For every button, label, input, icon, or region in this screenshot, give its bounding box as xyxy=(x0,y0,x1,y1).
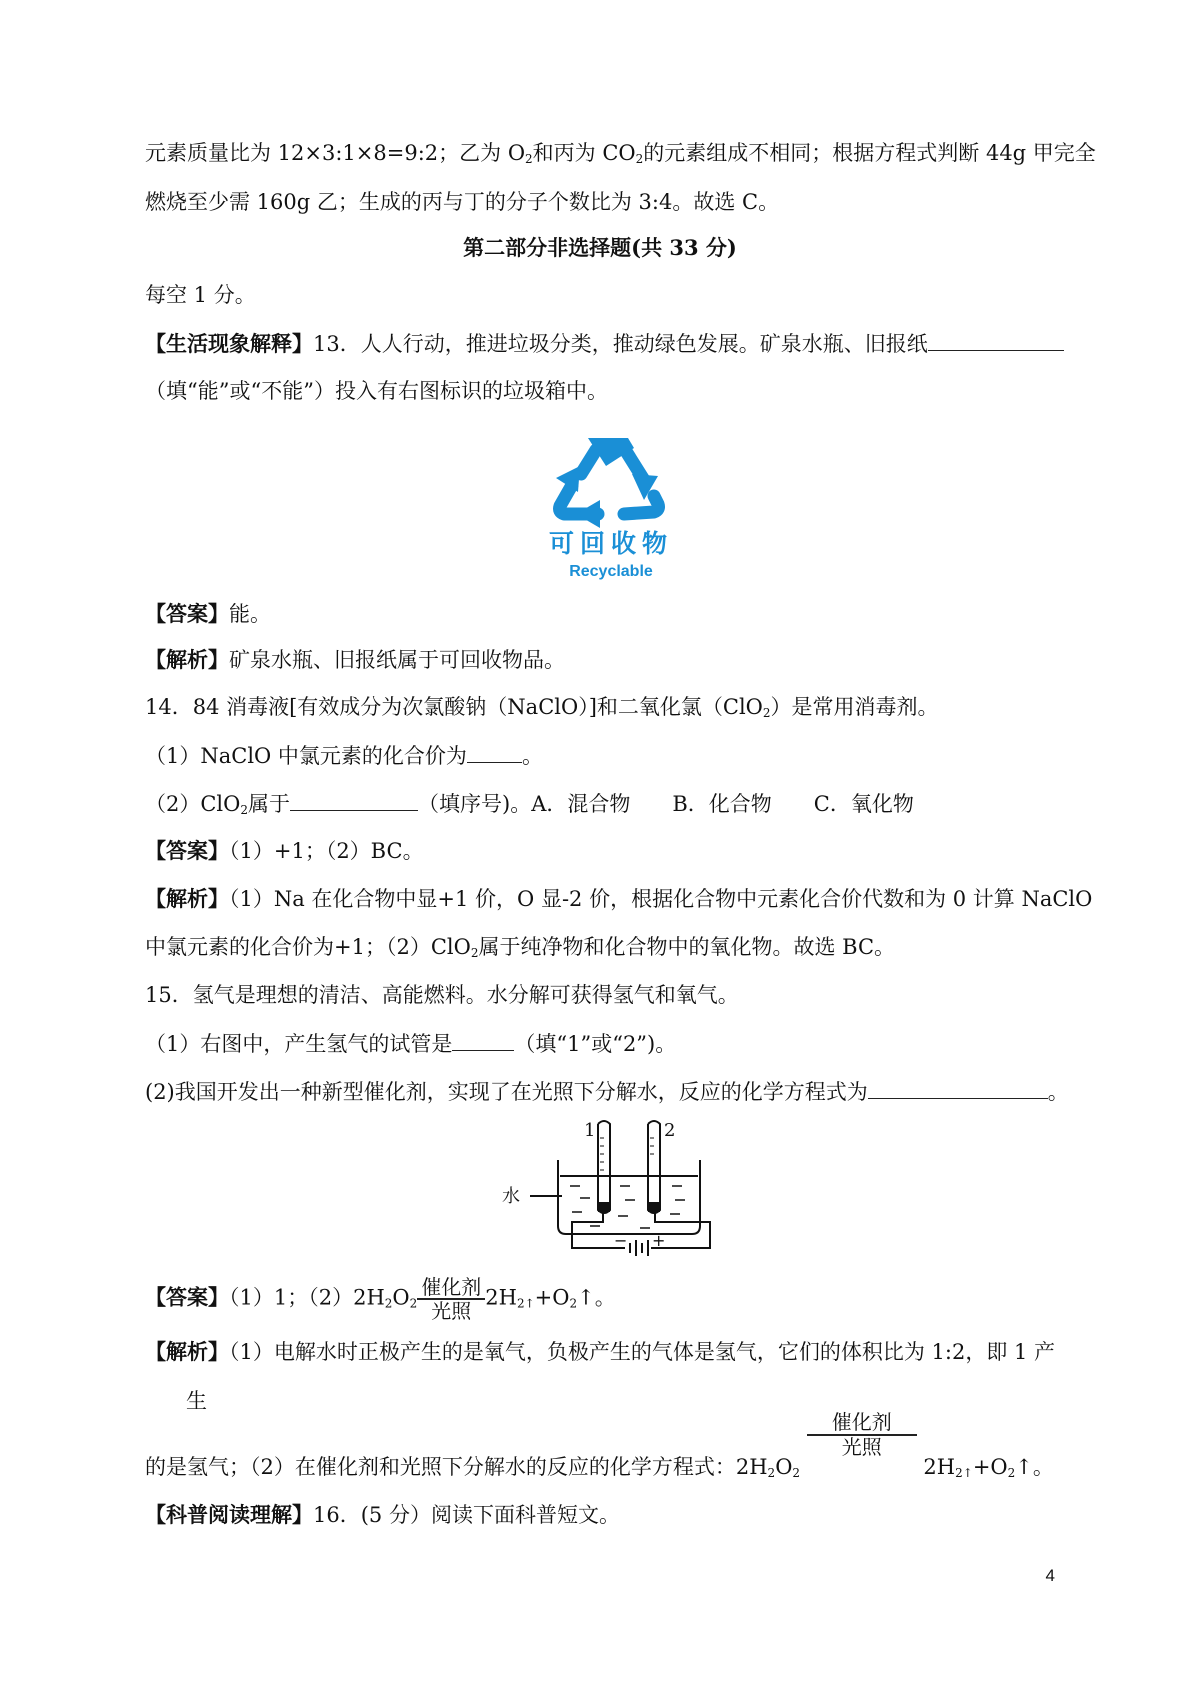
question-14-2: （2）ClO$_2$属于 （填序号)。A．混合物 B．化合物 C．氧化物 xyxy=(145,788,914,825)
analysis-15-wrap: 生 xyxy=(186,1389,207,1413)
tube-1-label: 1 xyxy=(584,1120,596,1141)
text-line: （填“能”或“不能”）投入有右图标识的垃圾箱中。 xyxy=(145,379,608,403)
question-15-2: (2)我国开发出一种新型催化剂，实现了在光照下分解水，反应的化学方程式为 。 xyxy=(145,1076,1069,1107)
section-title: 第二部分非选择题(共 33 分) xyxy=(463,235,737,260)
analysis-14-cont: 中氯元素的化合价为+1；（2）ClO$_2$属于纯净物和化合物中的氧化物。故选 BC。 xyxy=(145,935,896,960)
recyclable-logo-icon xyxy=(536,430,686,580)
analysis-14: 【解析】（1）Na 在化合物中显+1 价，O 显-2 价，根据化合物中元素化合价代数和为 0 计算 NaClO xyxy=(145,886,1093,911)
question-16: 【科普阅读理解】16．(5 分）阅读下面科普短文。 xyxy=(145,1502,620,1527)
analysis-15: 【解析】（1）电解水时正极产生的是氧气，负极产生的气体是氢气，它们的体积比为 1:2，即 1 产 xyxy=(145,1339,1056,1364)
tube-2-label: 2 xyxy=(664,1120,676,1141)
question-13: 【生活现象解释】13．人人行动，推进垃圾分类，推动绿色发展。矿泉水瓶、旧报纸 xyxy=(145,328,1064,359)
minus-sign: − xyxy=(614,1231,628,1250)
electrolysis-diagram xyxy=(500,1118,730,1263)
logo-cn-text: 可回收物 xyxy=(548,529,674,558)
question-15: 15．氢气是理想的清洁、高能燃料。水分解可获得氢气和氧气。 xyxy=(145,983,739,1007)
question-14-1: （1）NaClO 中氯元素的化合价为 。 xyxy=(145,740,543,771)
answer-14: 【答案】（1）+1；（2）BC。 xyxy=(145,838,424,863)
text-line: 每空 1 分。 xyxy=(145,283,256,307)
water-label: 水 xyxy=(502,1186,520,1207)
text-line: 元素质量比为 12×3:1×8=9:2；乙为 $O_2$和丙为 $CO_2$的元素组成不相同；根据方程式判断 44g 甲完全 xyxy=(145,141,1096,166)
answer-blank xyxy=(290,788,418,811)
answer-blank xyxy=(452,1028,514,1051)
page-number: 4 xyxy=(1045,1566,1055,1585)
analysis-15-cont: 的是氢气；（2）在催化剂和光照下分解水的反应的化学方程式：$2H_2O_2$ 催化剂 光照 $2H_{2↑}+O_2↑$。 xyxy=(145,1410,1054,1480)
answer-blank xyxy=(928,328,1064,351)
question-14: 14．84 消毒液[有效成分为次氯酸钠（NaClO）]和二氧化氯（ClO$_2$）是常用消毒剂。 xyxy=(145,695,939,720)
answer-13: 【答案】能。 xyxy=(145,601,271,626)
logo-en-text: Recyclable xyxy=(569,563,653,580)
answer-blank xyxy=(467,740,522,763)
reaction-condition: 催化剂 光照 xyxy=(807,1454,917,1474)
electrode-2 xyxy=(648,1202,660,1212)
answer-blank xyxy=(868,1076,1048,1099)
answer-15: 【答案】（1）1；$(2)2H_2O_2$ $\frac{\text{催化剂}}{\text{光照}}$ $2H_{2↑}+O_2↑$。 xyxy=(145,1275,616,1323)
reaction-condition: $\frac{\text{催化剂}}{\text{光照}}$ xyxy=(417,1276,485,1322)
plus-sign: + xyxy=(652,1231,666,1250)
analysis-13: 【解析】矿泉水瓶、旧报纸属于可回收物品。 xyxy=(145,647,565,672)
question-15-1: （1）右图中，产生氢气的试管是 （填“1”或“2”)。 xyxy=(145,1028,676,1059)
electrode-1 xyxy=(598,1202,610,1212)
text-line: 燃烧至少需 160g 乙；生成的丙与丁的分子个数比为 3:4。故选 C。 xyxy=(145,190,780,214)
